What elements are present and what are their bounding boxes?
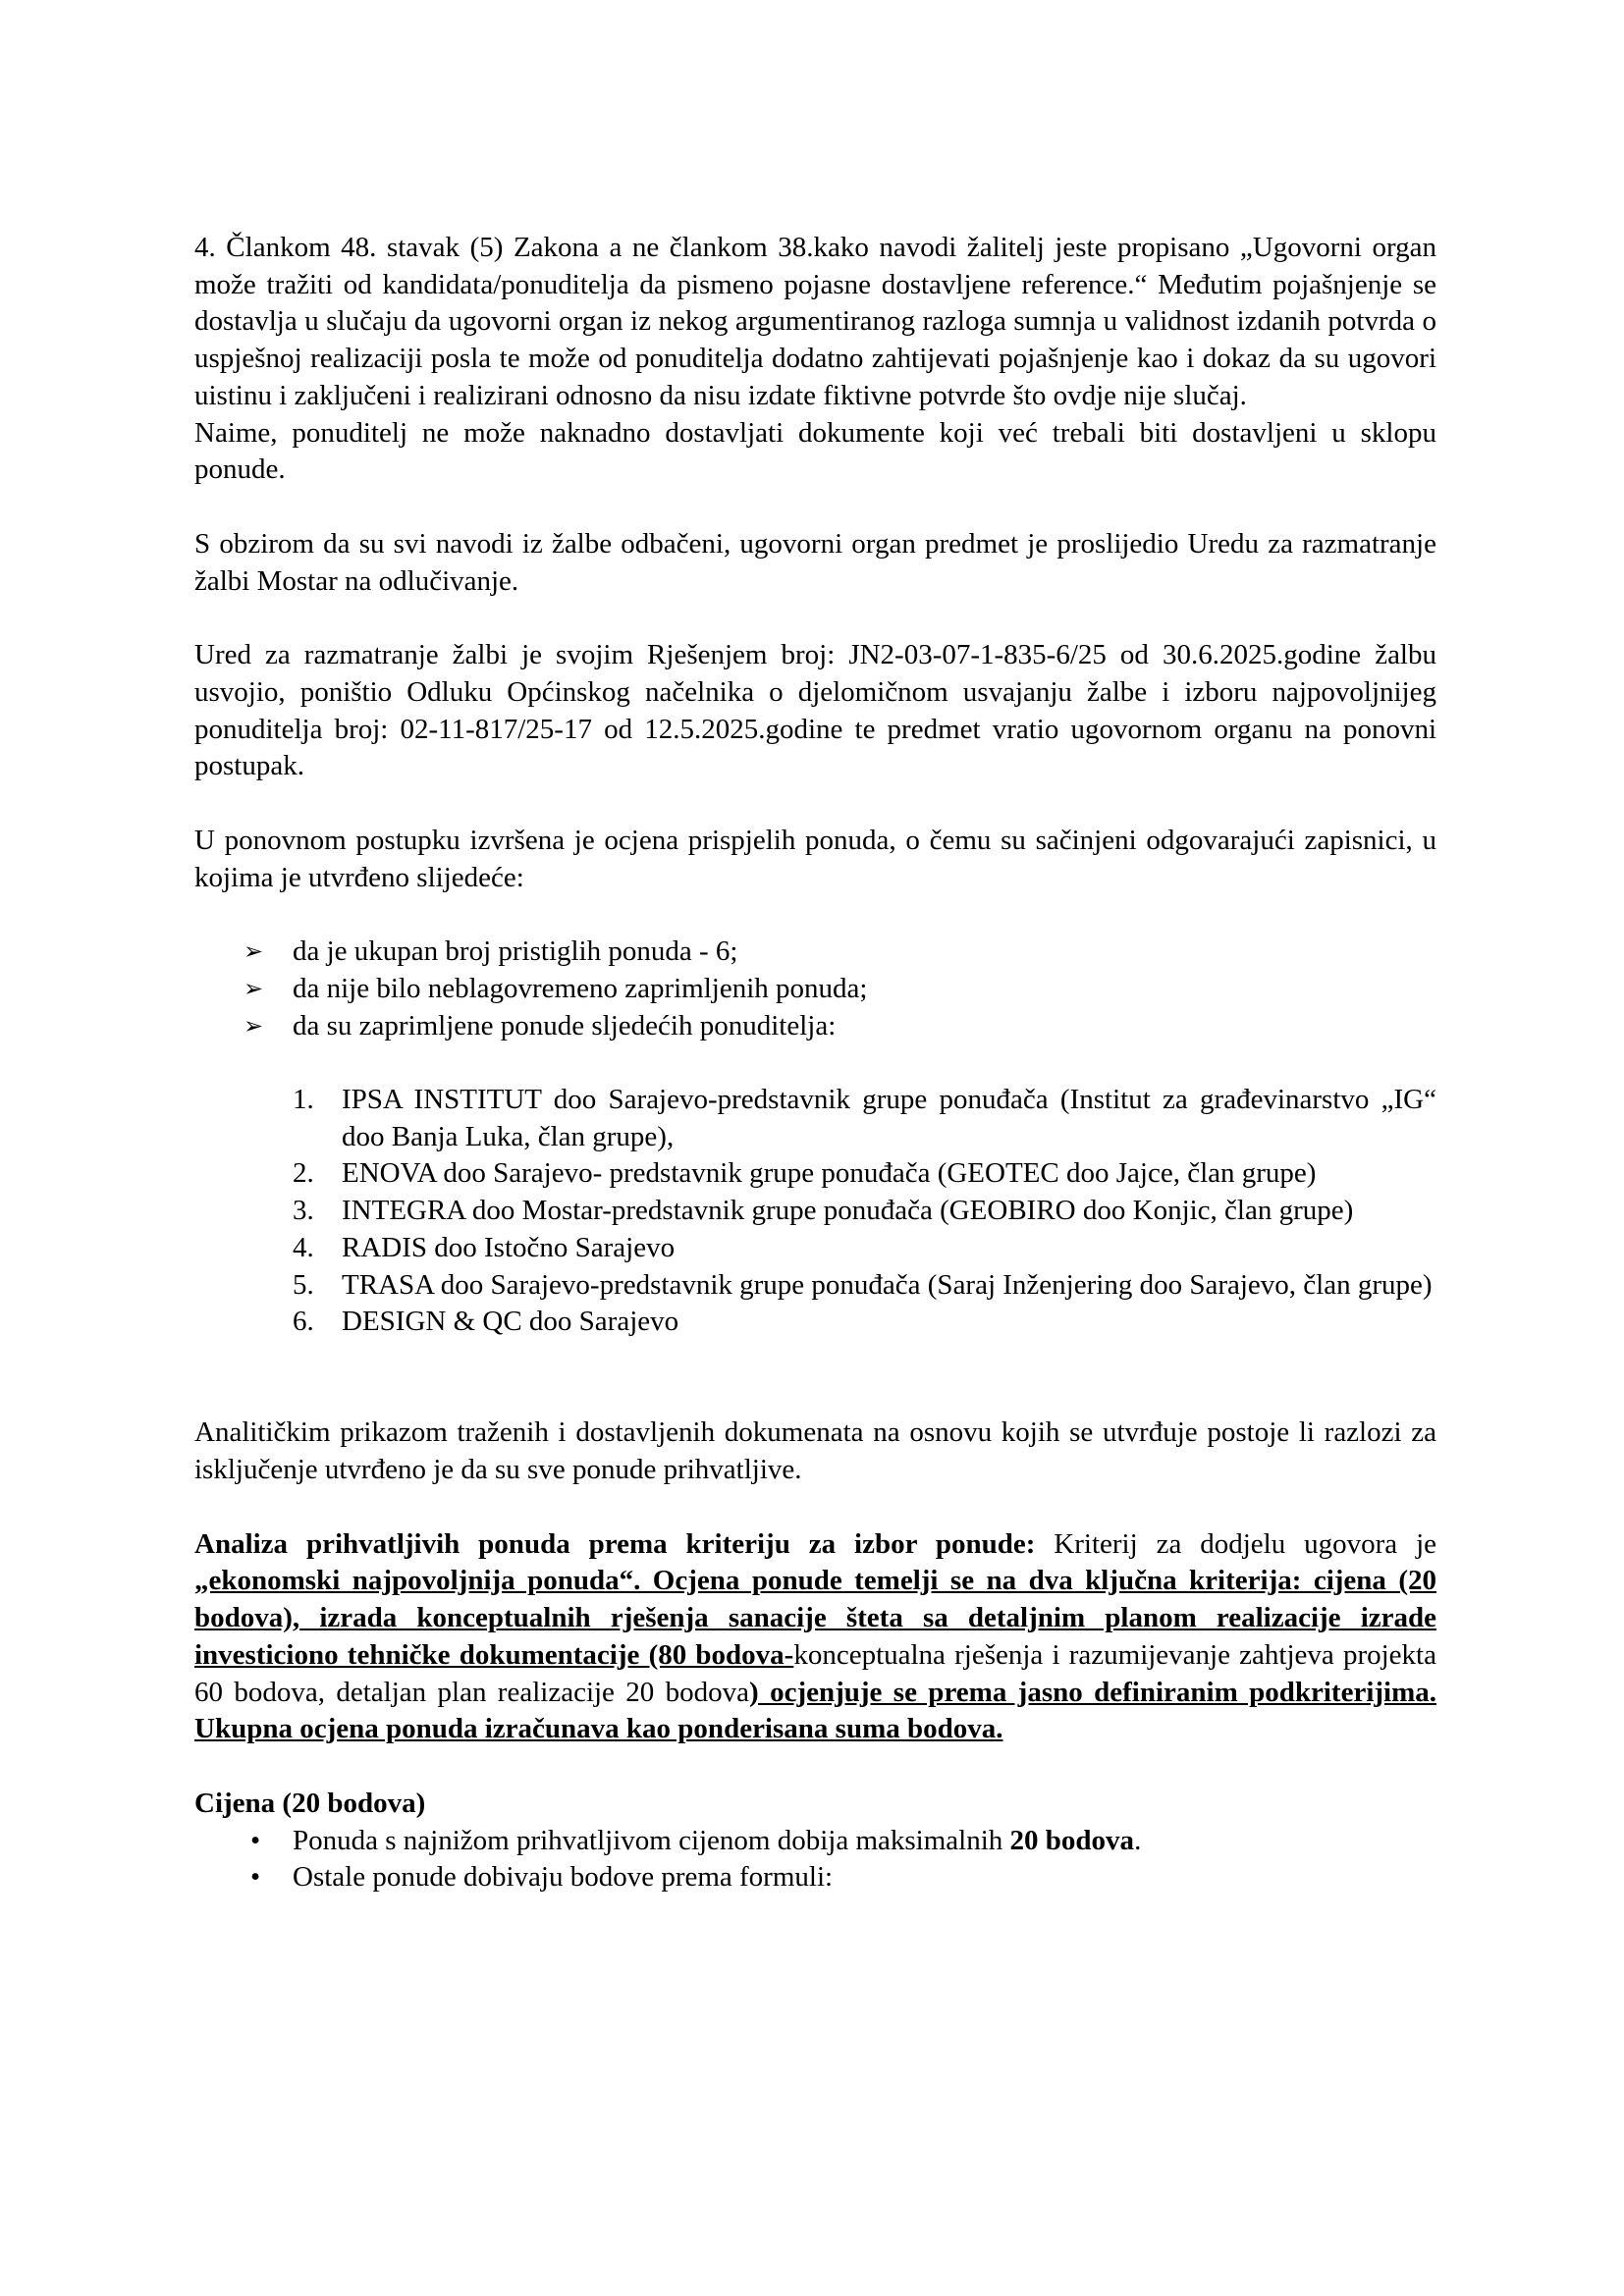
list-item: • Ostale ponude dobivaju bodove prema formuli:	[194, 1859, 1436, 1896]
arrow-bullet-icon: ➢	[244, 937, 264, 966]
findings-list	[194, 934, 1436, 1044]
paragraph-article-48: 4. Člankom 48. stavak (5) Zakona a ne člankom 38.kako navodi žalitelj jeste propisano „Ugovorni organ može tražiti od kandidata/ponuditelja da pismeno pojasne dostavljene reference.“ Međutim pojašnjenje se dostavlja u slučaju da ugovorni organ iz nekog argumentiranog razloga sumnja u validnost izdanih potvrda o uspješnoj realizaciji posla te može od ponuditelja dodatno zahtijevati pojašnjenje kao i dokaz da su ugovori uistinu i zaključeni i realizirani odnosno da nisu izdate fiktivne potvrde što ovdje nije slučaj.	[194, 232, 1436, 411]
paragraph-analysis-criteria: Analiza prihvatljivih ponuda prema kriteriju za izbor ponude: Kriterij za dodjelu ugovora je „ekonomski najpovoljnija ponuda“. Ocjena ponude temelji se na dva ključna kriterija: cijena (20 bodova), izrada konceptualnih rješenja sanacije šteta sa detaljnim planom realizacije izrade investiciono tehničke dokumentacije (80 bodova-konceptualna rješenja i razumijevanje zahtjeva projekta 60 bodova, detaljan plan realizacije 20 bodova) ocjenjuje se prema jasno definiranim podkriterijima. Ukupna ocjena ponuda izračunava kao ponderisana suma bodova.	[194, 1527, 1436, 1745]
arrow-bullet-icon: ➢	[244, 974, 264, 1002]
list-item: 3. INTEGRA doo Mostar-predstavnik grupe ponuđača (GEOBIRO doo Konjic, član grupe)	[293, 1195, 1354, 1227]
bidders-list	[194, 1082, 1436, 1341]
list-item: • Ponuda s najnižom prihvatljivom cijenom dobija maksimalnih 20 bodova.	[194, 1823, 1436, 1860]
document-body	[194, 230, 1436, 1896]
list-item: 5. TRASA doo Sarajevo-predstavnik grupe ponuđača (Saraj Inženjering doo Sarajevo, član grupe)	[293, 1268, 1433, 1301]
paragraph-appeals-office-decision: Ured za razmatranje žalbi je svojim Rješenjem broj: JN2-03-07-1-835-6/25 od 30.6.2025.godine žalbu usvojio, poništio Odluku Općinskog načelnika o djelomičnom usvajanju žalbe i izboru najpovoljnijeg ponuditelja broj: 02-11-817/25-17 od 12.5.2025.godine te predmet vratio ugovornom organu na ponovni postupak.	[194, 639, 1436, 782]
list-item: ➢ da je ukupan broj pristiglih ponuda - 6;	[244, 934, 1436, 971]
paragraph-bidder-cannot-submit: Naime, ponuditelj ne može naknadno dostavljati dokumente koji već trebali biti dostavljeni u sklopu ponude.	[194, 416, 1436, 486]
list-item: ➢ da su zaprimljene ponude sljedećih ponuditelja:	[244, 1008, 1436, 1045]
arrow-bullet-icon: ➢	[244, 1011, 264, 1040]
bullet-icon: •	[250, 1861, 261, 1894]
paragraph-repeated-procedure: U ponovnom postupku izvršena je ocjena prispjelih ponuda, o čemu su sačinjeni odgovarajući zapisnici, u kojima je utvrđeno slijedeće:	[194, 825, 1436, 893]
list-item: 2. ENOVA doo Sarajevo- predstavnik grupe ponuđača (GEOTEC doo Jajce, član grupe)	[293, 1157, 1317, 1190]
list-item: 4. RADIS doo Istočno Sarajevo	[293, 1231, 676, 1263]
section-heading-price: Cijena (20 bodova)	[194, 1787, 426, 1819]
paragraph-appeals-rejected: S obzirom da su svi navodi iz žalbe odbačeni, ugovorni organ predmet je proslijedio Uredu za razmatranje žalbi Mostar na odlučivanje.	[194, 527, 1436, 597]
price-criteria-list	[194, 1823, 1436, 1896]
list-item: ➢ da nije bilo neblagovremeno zaprimljenih ponuda;	[244, 971, 1436, 1008]
list-item: 1. IPSA INSTITUT doo Sarajevo-predstavnik grupe ponuđača (Institut za građevinarstvo „IG“ doo Banja Luka, član grupe),	[293, 1084, 1436, 1152]
paragraph-all-bids-acceptable: Analitičkim prikazom traženih i dostavljenih dokumenata na osnovu kojih se utvrđuje postoje li razlozi za isključenje utvrđeno je da su sve ponude prihvatljive.	[194, 1416, 1436, 1486]
bullet-icon: •	[250, 1824, 261, 1856]
list-item: 6. DESIGN & QC doo Sarajevo	[293, 1306, 679, 1338]
